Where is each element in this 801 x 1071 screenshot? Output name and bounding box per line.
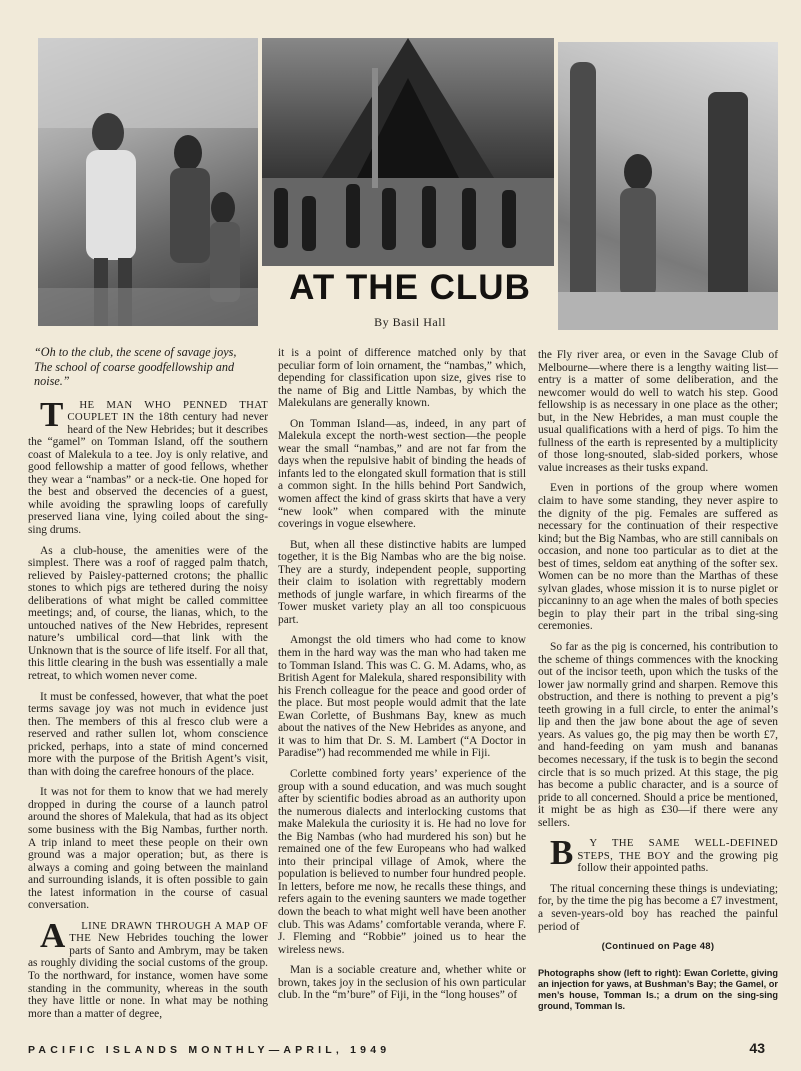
photo-gamel-mens-house xyxy=(262,38,554,266)
drop-cap: B xyxy=(550,833,574,873)
paragraph: So far as the pig is concerned, his contribution to the scheme of things commences with the knocking out of the incisor teeth, upon which the tusks of the lower jaw normally grind and sharpen. Remove this obstruction, and there is nothing to prevent a pig’s teeth growing in a full circle, to enter the animal’s lip and then the jaw bone about the age of seven years. As values go, the pig may then be worth £7, and hand-feeding on yam mush and bananas becomes necessary, if the tusk is to begin the second circle that is so much prized. At this stage, the pig has become a public character, and is a source of pride to all concerned. Should a price be mentioned, it might be as high as £30—if there were any sellers. xyxy=(538,641,778,829)
photo-hut-icon xyxy=(262,38,554,266)
paragraph xyxy=(28,394,268,537)
paragraph: Even in portions of the group where women claim to have some standing, they never aspire to the dignity of the pig. Females are suffered as necessary for the continuation of their respective kind; but the Big Nambas, who are still cannibals on occasion, and none too particular as to diet at the best of times, seldom eat anything of the softer sex. Women can be no more than the Marthas of these sylvan glades, whose mission it is to nurse piglet or piccaninny to an age when the males of both species begin to play their part in the tribal sing-sing ceremonies. xyxy=(538,482,778,633)
drop-cap: A xyxy=(40,915,66,955)
paragraph xyxy=(538,833,778,875)
paragraph-text: New Hebrides touching the lower parts of Santo and Ambrym, may be taken as roughly dividing the social customs of the group. To the northward, for instance, women have some standing in the community, whereas in the south they have little or none. In what may be nothing more than a matter of degree, xyxy=(28,932,268,1020)
epigraph-line: “Oh to the club, the scene of savage joys, xyxy=(34,345,237,359)
epigraph xyxy=(28,345,268,389)
paragraph: It must be confessed, however, that what the poet terms savage joy was not much in evidence just then. The members of this al fresco club were a reserved and rather sullen lot, whom conscience pricked, perhaps, into a state of mind concerned more with the purpose of the British Agent’s visit, than with doing the carefree honours of the place. xyxy=(28,690,268,778)
photo-corlette-injection xyxy=(38,38,258,326)
publication-footer: PACIFIC ISLANDS MONTHLY—APRIL, 1949 xyxy=(28,1044,391,1056)
paragraph xyxy=(28,915,268,1020)
paragraph: it is a point of difference matched only by that peculiar form of loin ornament, the “nambas,” which, depending for classification upon size, gives rise to the name of Big and Little Nambas, by which the Malekulans are generally known. xyxy=(278,347,526,410)
paragraph: the Fly river area, or even in the Savage Club of Melbourne—where there is a lengthy waiting list—entry is a matter of some deliberation, and the newcomer would do well to watch his step. Good fellowship is as necessary in one place as the other; but, in the New Hebrides, a man must couple the usual qualifications with a herd of pigs. To him the fullness of the earth is represented by a multiplicity of those long-snouted, slab-sided porkers, whose value increases as their tusks expand. xyxy=(538,349,778,474)
drop-cap: T xyxy=(40,394,64,434)
photo-drum-icon xyxy=(558,42,778,330)
photo-figures-icon xyxy=(38,38,258,326)
paragraph: It was not for them to know that we had merely dropped in during the course of a launch patrol around the shores of Malekula, that had as its object some business with the Big Nambas, further north. A trip inland to meet these people on their own ground was a major operation; but, as there is always a coming and going between the mainland and surrounding islands, it is often possible to gain the latest information in the course of casual conversation. xyxy=(28,786,268,912)
paragraph-text: the 18th century had never heard of the New Hebrides; but it describes the “gamel” on Tomman Island, off the southern coast of Malekula to a tee. Joy is only relative, and good fellowship a matter of good fellows, whether they wear a “nambas” or a neck-tie. One hoped for the best and observed the decencies of a guest, while avoiding the sprawling loops of carefully preserved liana vine, lying coiled about the sing-sing drums. xyxy=(28,411,268,536)
continued-note: (Continued on Page 48) xyxy=(601,941,715,953)
lead-caps: HE MAN WHO PENNED THAT COUPLET IN xyxy=(67,398,268,424)
paragraph: Amongst the old timers who had come to know them in the hard way was the man who had taken me to Tomman Island. This was C. G. M. Adams, who, as British Agent for Malekula, shared responsibility with his French colleague for the peace and good order of the place. But most people would admit that the late Ewan Corlette, of Bushmans Bay, knew as much about the natives of the New Hebrides as anyone, and it was to him that Dr. S. M. Lambert (“A Doctor in Paradise”) had recommended me while in Fiji. xyxy=(278,634,526,760)
lead-caps: Y THE SAME WELL-DEFINED STEPS, THE BOY xyxy=(577,837,778,862)
photo-caption: Photographs show (left to right): Ewan Corlette, giving an injection for yaws, at Bushman’s Bay; the Gamel, or men’s house, Tomman Is.; a drum on the sing-sing ground, Tomman Is. xyxy=(538,967,778,1011)
epigraph-line: The school of coarse goodfellowship and noise.” xyxy=(34,359,235,388)
article-title: AT THE CLUB xyxy=(289,268,531,307)
text-column-1 xyxy=(28,345,268,1028)
text-column-2 xyxy=(278,347,526,1010)
photo-sing-sing-drum xyxy=(558,42,778,330)
paragraph: Corlette combined forty years’ experience of the group with a sound education, and was much sought after by scientific bodies abroad as an authority upon the numerous dialects and interlocking customs that make Malekula the curiosity it is. He had no love for the Big Nambas (who had murdered his son) but he remained one of the few Europeans who had walked into their principal village of Amok, where the population is believed to number four hundred people. In letters, before me now, he recalls these things, and refers again to the evening saunters we made together down the beach to what might well have been another club. This was Adams’ comfortable veranda, where F. J. Fleming and “Robbie” joined us to hear the wireless news. xyxy=(278,767,527,956)
paragraph: The ritual concerning these things is undeviating; for, by the time the pig has become a £7 investment, a seven-years-old boy has reached the painful period of xyxy=(538,882,778,933)
paragraph-text: and the growing pig follow their appointed paths. xyxy=(577,849,778,875)
paragraph: As a club-house, the amenities were of the simplest. There was a roof of ragged palm thatch, relieved by Paisley-patterned crotons; the phallic stones to which pigs are tethered during the noisy deliberations of what might be called committee meetings; and, of course, the lianas, which, to the untouched natives of the New Hebrides, represent nature’s umbilical cord—that link with the Unknown that is the source of life itself. For all that, this little clearing in the bush was essentially a male retreat, to which women never come. xyxy=(28,544,268,682)
paragraph: But, when all these distinctive habits are lumped together, it is the Big Nambas who are the big noise. They are a sturdy, independent people, supporting their claim to isolation with regrettably modern methods of jungle warfare, in which firearms of the Tower musket variety play an all too conspicuous part. xyxy=(278,538,526,626)
article-byline: By Basil Hall xyxy=(374,315,446,329)
paragraph: On Tomman Island—as, indeed, in any part of Malekula except the north-west section—the people wear the small “nambas,” and are not far from the days when the repulsive habit of binding the heads of infants led to the elongated skull formation that is still a common sight. In the hills behind Port Sandwich, women affect the kind of grass skirts that have a very “new look” when compared with the minute coverings in vogue elsewhere. xyxy=(278,417,526,531)
page-number: 43 xyxy=(749,1040,765,1056)
paragraph: Man is a sociable creature and, whether white or brown, takes joy in the seclusion of his own particular club. In the “m’bure” of Fiji, in the “long houses” of xyxy=(278,964,526,1002)
lead-caps: LINE DRAWN THROUGH A MAP OF THE xyxy=(69,919,268,945)
text-column-3 xyxy=(538,349,778,1012)
